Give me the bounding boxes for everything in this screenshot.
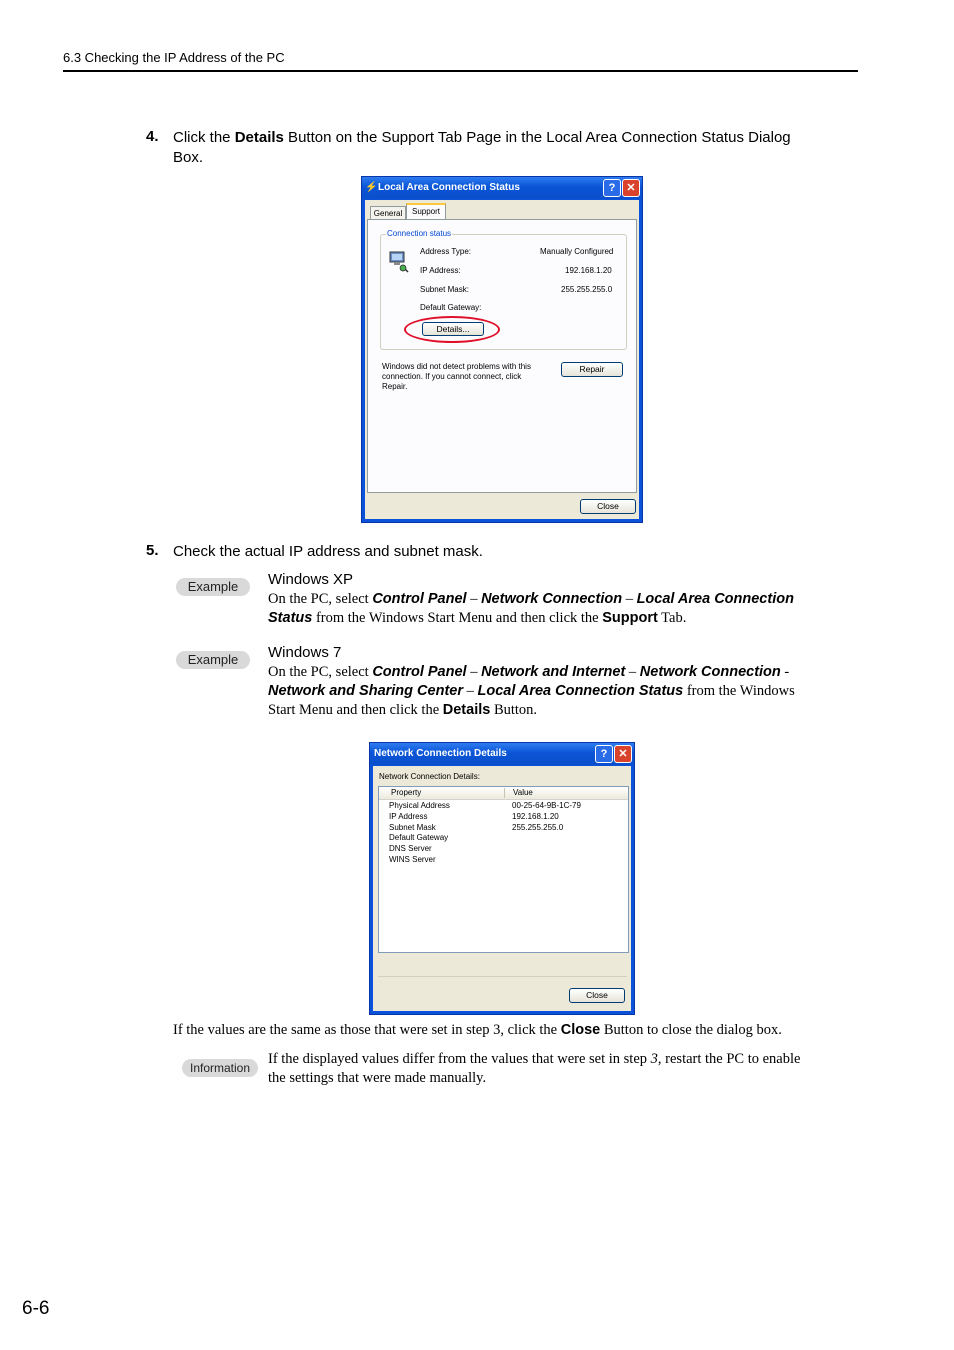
example-1-l2-c: Support: [602, 610, 658, 626]
step-4-number: 4.: [146, 128, 159, 145]
example-2-heading: Windows 7: [268, 644, 342, 661]
close-button[interactable]: Close: [580, 499, 636, 514]
details-button[interactable]: Details...: [422, 322, 484, 336]
example-2-l1-g: -: [780, 664, 790, 680]
step-4-line2: Box.: [173, 149, 204, 166]
list-value: 192.168.1.20: [512, 811, 559, 821]
example-1-l2-a: Status: [268, 610, 313, 626]
example-badge-2: Example: [176, 651, 250, 669]
close-icon[interactable]: ✕: [622, 179, 640, 197]
step-4-bold: Details: [234, 129, 284, 146]
example-1-body: [268, 590, 848, 628]
information-line-2: the settings that were made manually.: [268, 1070, 487, 1086]
example-2-l1-f: Network Connection: [639, 664, 781, 680]
running-header: 6.3 Checking the IP Address of the PC: [63, 50, 285, 65]
ip-address-value: 192.168.1.20: [565, 266, 612, 275]
network-icon: ⚡: [365, 182, 378, 193]
dialog-1-title: Local Area Connection Status: [378, 182, 520, 193]
details-list: [378, 786, 629, 953]
example-2-line-1: [268, 663, 848, 682]
header-rule: [63, 70, 858, 72]
information-line-1: [268, 1050, 858, 1069]
example-2-l3-c: Button.: [490, 702, 538, 718]
example-2-line-2: [268, 682, 848, 701]
information-l1-b: 3: [650, 1051, 658, 1067]
local-area-connection-status-dialog: [361, 176, 643, 523]
close-instruction-post: Button to close the dialog box.: [600, 1022, 782, 1038]
subnet-mask-label: Subnet Mask:: [420, 285, 469, 294]
step-4-pre: Click the: [173, 129, 235, 146]
dialog-2-titlebar: [370, 743, 634, 765]
support-tab-panel: [367, 219, 637, 493]
example-2-l2-a: Network and Sharing Center: [268, 683, 463, 699]
close-instruction-pre: If the values are the same as those that were set in step 3, click the: [173, 1022, 561, 1038]
list-item[interactable]: IP Address: [389, 811, 428, 821]
dialog-2-title: Network Connection Details: [374, 748, 507, 759]
tab-general[interactable]: General: [370, 206, 406, 220]
information-l1-c: , restart the PC to enable: [657, 1051, 801, 1067]
example-1-l2-b: from the Windows Start Menu and then click the: [312, 610, 603, 626]
help-icon[interactable]: ?: [595, 745, 613, 763]
step-4-text: [173, 128, 853, 168]
example-2-body: [268, 663, 848, 720]
example-2-l2-b: –: [462, 683, 478, 699]
step-4-post: Button on the Support Tab Page in the Local Area Connection Status Dialog: [283, 129, 791, 146]
default-gateway-label: Default Gateway:: [420, 303, 482, 312]
close-instruction-bold: Close: [560, 1022, 601, 1038]
example-1-l2-d: Tab.: [657, 610, 687, 626]
repair-button[interactable]: Repair: [561, 362, 623, 377]
step-5-text: Check the actual IP address and subnet mask.: [173, 543, 483, 560]
details-highlight-circle: [404, 316, 500, 343]
subnet-mask-value: 255.255.255.0: [561, 285, 613, 294]
column-value[interactable]: Value: [513, 788, 533, 797]
value-column: [512, 801, 581, 833]
list-value: 255.255.255.0: [512, 822, 564, 832]
example-1-l1-f: Local Area Connection: [636, 591, 794, 607]
repair-message-line-2: connection. If you cannot connect, click: [382, 372, 522, 381]
example-1-l1-b: Control Panel: [372, 591, 467, 607]
list-item[interactable]: Default Gateway: [389, 833, 449, 843]
example-1-l1-d: Network Connection: [481, 591, 623, 607]
example-2-l1-c: –: [466, 664, 482, 680]
example-1-line-2: [268, 609, 848, 628]
network-connection-details-dialog: [369, 742, 635, 1015]
example-1-heading: Windows XP: [268, 571, 354, 588]
list-item[interactable]: WINS Server: [389, 854, 436, 864]
tab-support[interactable]: Support: [406, 203, 446, 221]
property-column: [389, 801, 450, 866]
example-2-line-3: [268, 701, 848, 720]
page-number: 6-6: [22, 1298, 50, 1319]
dialog-1-titlebar: [362, 177, 642, 199]
group-title: Connection status: [387, 229, 452, 238]
example-1-l1-a: On the PC, select: [268, 591, 373, 607]
example-2-l1-e: –: [625, 664, 640, 680]
example-2-l2-d: from the Windows: [683, 683, 795, 699]
list-item[interactable]: DNS Server: [389, 844, 432, 854]
example-1-l1-e: –: [622, 591, 637, 607]
network-icon: [388, 250, 410, 268]
ip-address-label: IP Address:: [420, 266, 461, 275]
example-2-l3-a: Start Menu and then click the: [268, 702, 443, 718]
example-1-line-1: [268, 590, 848, 609]
close-button[interactable]: Close: [569, 988, 625, 1003]
repair-message-line-3: Repair.: [382, 382, 408, 391]
close-instruction: [173, 1021, 863, 1040]
information-badge: Information: [182, 1059, 258, 1077]
information-text: [268, 1050, 858, 1088]
list-value: 00-25-64-9B-1C-79: [512, 801, 581, 810]
example-2-l2-c: Local Area Connection Status: [477, 683, 684, 699]
example-2-l1-a: On the PC, select: [268, 664, 373, 680]
address-type-value: Manually Configured: [540, 247, 614, 256]
example-2-l1-b: Control Panel: [372, 664, 467, 680]
repair-message-line-1: Windows did not detect problems with this: [382, 362, 531, 371]
repair-message: [382, 362, 552, 392]
example-badge-1: Example: [176, 578, 250, 596]
example-2-l3-b: Details: [442, 702, 491, 718]
help-icon[interactable]: ?: [603, 179, 621, 197]
separator: [378, 976, 627, 977]
column-property[interactable]: Property: [391, 788, 422, 797]
example-2-l1-d: Network and Internet: [481, 664, 626, 680]
step-5-number: 5.: [146, 542, 159, 559]
list-item[interactable]: Subnet Mask: [389, 822, 436, 832]
close-icon[interactable]: ✕: [614, 745, 632, 763]
details-subtitle: Network Connection Details:: [379, 772, 480, 781]
information-l1-a: If the displayed values differ from the values that were set in step: [268, 1051, 651, 1067]
example-1-l1-c: –: [466, 591, 482, 607]
address-type-label: Address Type:: [420, 247, 471, 256]
column-divider[interactable]: [504, 788, 505, 798]
list-item[interactable]: Physical Address: [389, 801, 450, 810]
